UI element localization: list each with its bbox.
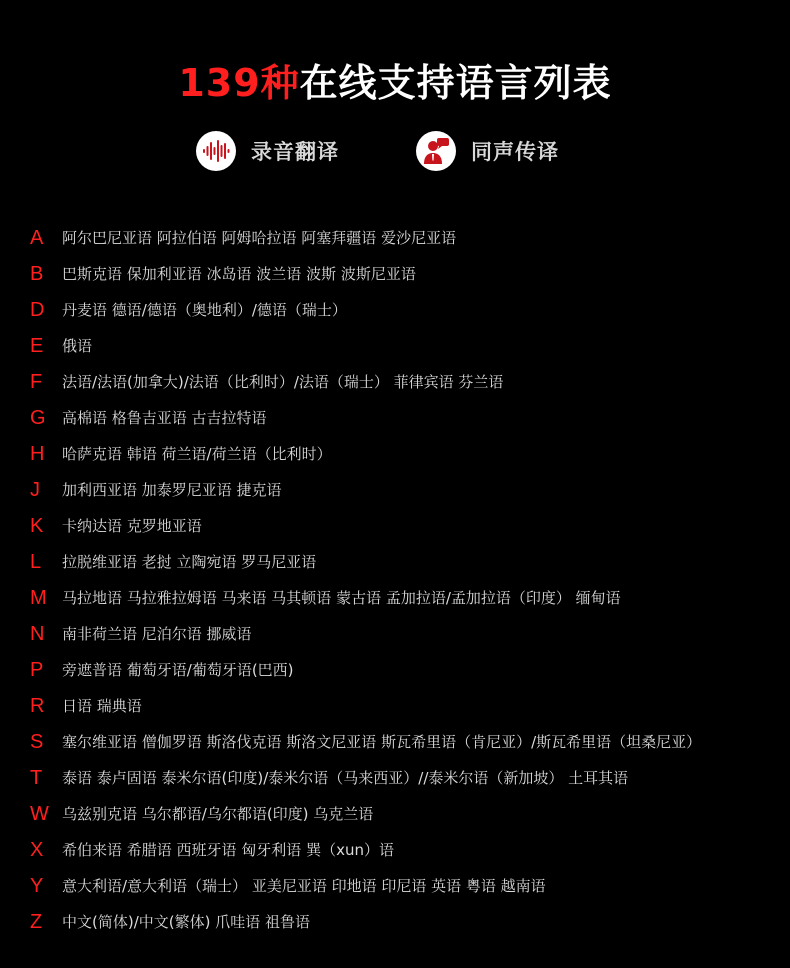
index-letter: S: [30, 731, 44, 753]
language-row-p: [0, 652, 790, 688]
feature-simultaneous-interpretation: [416, 130, 559, 172]
language-row-m: [0, 580, 790, 616]
language-row-x: [0, 832, 790, 868]
index-letter: K: [30, 515, 44, 537]
language-row-h: [0, 436, 790, 472]
language-row-w: [0, 796, 790, 832]
language-names: 塞尔维亚语 僧伽罗语 斯洛伐克语 斯洛文尼亚语 斯瓦希里语（肯尼亚）/斯瓦希里语（坦桑尼亚）: [62, 733, 702, 751]
index-letter: F: [30, 371, 43, 393]
language-row-g: [0, 400, 790, 436]
feature-bar: [0, 130, 790, 174]
title-number: 139种: [178, 61, 300, 105]
index-letter: D: [30, 299, 45, 321]
language-names: 加利西亚语 加泰罗尼亚语 捷克语: [62, 481, 282, 499]
index-letter: M: [30, 587, 47, 609]
index-letter: Y: [30, 875, 44, 897]
index-letter: N: [30, 623, 45, 645]
title-text: 在线支持语言列表: [299, 61, 612, 105]
language-row-t: [0, 760, 790, 796]
soundwave-icon: [196, 131, 236, 171]
index-letter: H: [30, 443, 45, 465]
feature-label: 录音翻译: [251, 140, 339, 164]
page-title: [0, 58, 790, 108]
language-names: 卡纳达语 克罗地亚语: [62, 517, 202, 535]
language-row-b: [0, 256, 790, 292]
language-names: 乌兹别克语 乌尔都语/乌尔都语(印度) 乌克兰语: [62, 805, 374, 823]
index-letter: X: [30, 839, 44, 861]
language-names: 拉脱维亚语 老挝 立陶宛语 罗马尼亚语: [62, 553, 317, 571]
language-names: 阿尔巴尼亚语 阿拉伯语 阿姆哈拉语 阿塞拜疆语 爱沙尼亚语: [62, 229, 457, 247]
feature-recording-translation: [196, 130, 339, 172]
language-names: 巴斯克语 保加利亚语 冰岛语 波兰语 波斯 波斯尼亚语: [62, 265, 416, 283]
language-row-e: [0, 328, 790, 364]
language-row-s: [0, 724, 790, 760]
language-names: 旁遮普语 葡萄牙语/葡萄牙语(巴西): [62, 661, 294, 679]
language-names: 俄语: [62, 337, 93, 355]
language-row-n: [0, 616, 790, 652]
language-row-f: [0, 364, 790, 400]
index-letter: T: [30, 767, 43, 789]
index-letter: P: [30, 659, 44, 681]
language-names: 丹麦语 德语/德语（奥地利）/德语（瑞士）: [62, 301, 347, 319]
index-letter: W: [30, 803, 49, 825]
language-names: 哈萨克语 韩语 荷兰语/荷兰语（比利时）: [62, 445, 332, 463]
index-letter: R: [30, 695, 45, 717]
feature-label: 同声传译: [471, 140, 559, 164]
language-names: 日语 瑞典语: [62, 697, 142, 715]
language-names: 中文(简体)/中文(繁体) 爪哇语 祖鲁语: [62, 913, 310, 931]
language-row-y: [0, 868, 790, 904]
language-row-k: [0, 508, 790, 544]
language-row-d: [0, 292, 790, 328]
language-row-l: [0, 544, 790, 580]
index-letter: G: [30, 407, 46, 429]
language-row-a: [0, 220, 790, 256]
interpreter-icon: [416, 131, 456, 171]
language-names: 希伯来语 希腊语 西班牙语 匈牙利语 巽（xun）语: [62, 841, 394, 859]
language-names: 法语/法语(加拿大)/法语（比利时）/法语（瑞士） 菲律宾语 芬兰语: [62, 373, 504, 391]
language-list: [0, 220, 790, 940]
language-names: 南非荷兰语 尼泊尔语 挪威语: [62, 625, 252, 643]
language-names: 泰语 泰卢固语 泰米尔语(印度)/泰米尔语（马来西亚）//泰米尔语（新加坡） 土耳其语: [62, 769, 629, 787]
index-letter: B: [30, 263, 44, 285]
index-letter: Z: [30, 911, 43, 933]
language-names: 马拉地语 马拉雅拉姆语 马来语 马其顿语 蒙古语 孟加拉语/孟加拉语（印度） 缅甸语: [62, 589, 621, 607]
language-row-r: [0, 688, 790, 724]
language-names: 高棉语 格鲁吉亚语 古吉拉特语: [62, 409, 267, 427]
language-names: 意大利语/意大利语（瑞士） 亚美尼亚语 印地语 印尼语 英语 粤语 越南语: [62, 877, 546, 895]
language-row-j: [0, 472, 790, 508]
language-row-z: [0, 904, 790, 940]
index-letter: A: [30, 227, 44, 249]
index-letter: L: [30, 551, 42, 573]
index-letter: J: [30, 479, 40, 501]
index-letter: E: [30, 335, 44, 357]
